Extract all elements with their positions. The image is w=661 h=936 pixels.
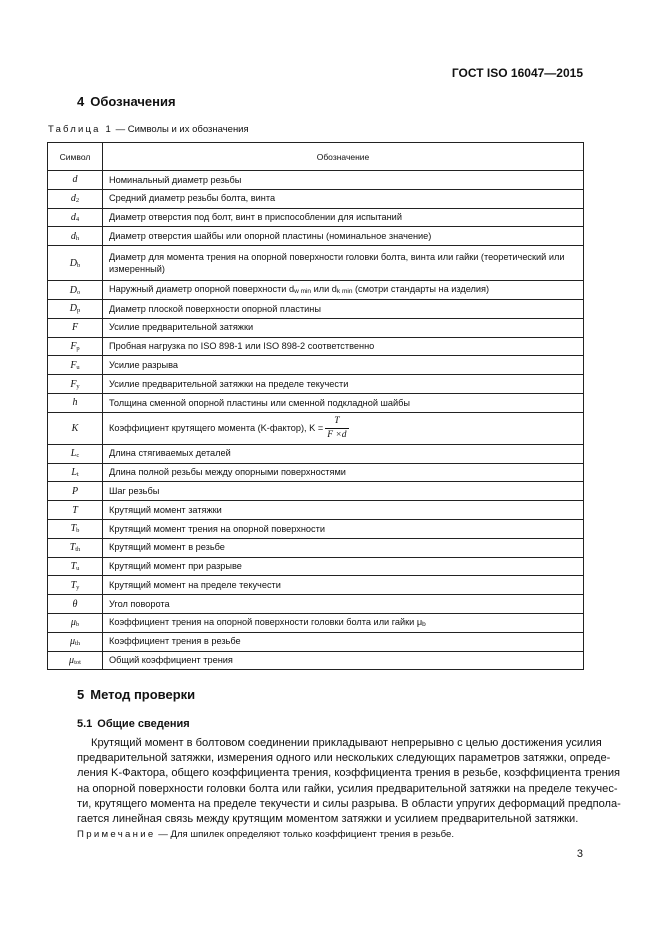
symbol-cell xyxy=(48,501,103,520)
paragraph-line: Крутящий момент в болтовом соединении прикладывают непрерывно с целью достижения усилия xyxy=(91,737,602,749)
table-row xyxy=(48,444,584,463)
symbol: T xyxy=(72,504,78,516)
formula-fraction xyxy=(325,415,348,442)
section-number: 4 xyxy=(77,94,85,109)
table-row xyxy=(48,501,584,520)
symbol-cell xyxy=(48,595,103,614)
symbol-subscript: th xyxy=(74,640,81,648)
description-subscript: b xyxy=(422,620,426,628)
table-row xyxy=(48,318,584,337)
symbol-subscript: b xyxy=(75,621,80,629)
paragraph-line: ти, крутящего момента на пределе текучести и силы разрыва. В области упругих деформаций предпола- xyxy=(77,797,621,810)
symbol: θ xyxy=(72,598,78,610)
description-cell xyxy=(103,613,584,632)
symbol-cell xyxy=(48,412,103,444)
symbol-subscript: p xyxy=(76,307,81,315)
symbol-cell xyxy=(48,337,103,356)
description-cell xyxy=(103,246,584,281)
page-number: 3 xyxy=(576,848,583,860)
description-text: Диаметр отверстия шайбы или опорной пластины (номинальное значение) xyxy=(109,231,432,242)
description-text: или d xyxy=(311,284,337,295)
description-text: Шаг резьбы xyxy=(109,486,160,497)
description-cell xyxy=(103,281,584,300)
symbol-cell xyxy=(48,281,103,300)
symbol: D xyxy=(69,303,77,315)
column-header-meaning: Обозначение xyxy=(103,143,584,171)
table-row xyxy=(48,393,584,412)
description-text: Диаметр плоской поверхности опорной пластины xyxy=(109,303,321,314)
symbol-subscript: tot xyxy=(74,658,81,666)
note xyxy=(77,829,454,840)
paragraph-line: ления K-Фактора, общего коэффициента трения, коэффициента трения в резьбе, коэффициента трения xyxy=(77,767,621,780)
symbol-cell xyxy=(48,356,103,375)
symbol-subscript: t xyxy=(76,470,79,478)
description-cell xyxy=(103,444,584,463)
symbol-subscript: o xyxy=(76,288,81,296)
fraction-denominator: F ×d xyxy=(327,429,347,440)
description-cell xyxy=(103,576,584,595)
symbol: d xyxy=(70,193,76,205)
symbol: d xyxy=(70,230,76,242)
symbol-cell xyxy=(48,538,103,557)
section-number: 5 xyxy=(77,687,85,702)
table-row xyxy=(48,227,584,246)
paragraph-line: гается линейная связь между крутящим моментом затяжки и усилием предварительной затяжки. xyxy=(77,813,579,826)
description-cell xyxy=(103,482,584,501)
table-row xyxy=(48,412,584,444)
symbol: d xyxy=(72,174,78,186)
symbol-cell xyxy=(48,557,103,576)
description-text: Наружный диаметр опорной поверхности d xyxy=(109,284,295,295)
table-caption-text: — Символы и их обозначения xyxy=(112,124,249,135)
table-row xyxy=(48,208,584,227)
symbol: D xyxy=(69,284,77,296)
table-caption-prefix: Таблица 1 xyxy=(48,124,113,135)
description-cell xyxy=(103,171,584,190)
symbol-cell xyxy=(48,482,103,501)
table-row xyxy=(48,482,584,501)
table-row xyxy=(48,337,584,356)
symbol: K xyxy=(71,422,79,434)
description-cell xyxy=(103,375,584,394)
description-text: Длина стягиваемых деталей xyxy=(109,448,231,459)
symbol-subscript: u xyxy=(76,363,80,371)
description-cell xyxy=(103,208,584,227)
description-text: Длина полной резьбы между опорными поверхностями xyxy=(109,467,346,478)
paragraph-line: на опорной поверхности головки болта или гайки, усилия предварительной затяжки на пределе текучес- xyxy=(77,782,618,795)
symbol: F xyxy=(70,359,77,371)
table-row xyxy=(48,576,584,595)
description-cell xyxy=(103,189,584,208)
symbol-cell xyxy=(48,246,103,281)
description-cell xyxy=(103,557,584,576)
description-text: (смотри стандарты на изделия) xyxy=(352,284,490,295)
description-text: Усилие предварительной затяжки на пределе текучести xyxy=(109,378,349,389)
symbol: D xyxy=(69,257,77,269)
symbol: F xyxy=(70,340,77,352)
symbol-cell xyxy=(48,375,103,394)
table-row xyxy=(48,538,584,557)
symbol: T xyxy=(70,560,77,572)
table-row xyxy=(48,651,584,670)
table-row xyxy=(48,299,584,318)
symbol: h xyxy=(72,397,78,409)
symbol-subscript: c xyxy=(76,452,80,460)
description-text: Крутящий момент при разрыве xyxy=(109,561,242,572)
section-4-heading xyxy=(77,94,176,109)
symbol-cell xyxy=(48,318,103,337)
table-row xyxy=(48,356,584,375)
subsection-5-1-heading xyxy=(77,718,190,730)
symbol-subscript: p xyxy=(76,344,80,352)
description-text: Коэффициент трения на опорной поверхности головки болта или гайки μ xyxy=(109,616,423,627)
description-text: Диаметр для момента трения на опорной поверхности головки болта, винта или гайки (теоретический или измеренный) xyxy=(109,251,565,275)
description-cell xyxy=(103,318,584,337)
description-text: Крутящий момент трения на опорной поверхности xyxy=(109,523,325,534)
note-prefix: Примечание xyxy=(77,829,156,840)
table-row xyxy=(48,189,584,208)
symbol: T xyxy=(69,542,76,554)
symbol: T xyxy=(70,523,77,535)
section-title: Метод проверки xyxy=(90,687,196,702)
symbol: L xyxy=(70,448,77,460)
section-title: Обозначения xyxy=(90,94,176,109)
table-row xyxy=(48,281,584,300)
description-text: Угол поворота xyxy=(109,598,170,609)
symbol-cell xyxy=(48,208,103,227)
description-cell xyxy=(103,538,584,557)
symbol: T xyxy=(70,579,77,591)
symbol-subscript: b xyxy=(76,261,81,269)
standard-designation: ГОСТ ISO 16047—2015 xyxy=(451,66,583,80)
description-cell xyxy=(103,393,584,412)
description-cell xyxy=(103,227,584,246)
table-row xyxy=(48,463,584,482)
symbol-subscript: y xyxy=(76,382,80,390)
symbol-cell xyxy=(48,632,103,651)
table-row xyxy=(48,519,584,538)
table-row xyxy=(48,375,584,394)
symbol-cell xyxy=(48,651,103,670)
table-body xyxy=(48,171,584,670)
table-row xyxy=(48,557,584,576)
symbol: μ xyxy=(69,636,75,648)
symbol: L xyxy=(71,466,77,478)
description-cell xyxy=(103,299,584,318)
description-text: Толщина сменной опорной пластины или сменной подкладной шайбы xyxy=(109,397,411,408)
description-text: Общий коэффициент трения xyxy=(109,655,233,666)
description-cell xyxy=(103,412,584,444)
description-cell xyxy=(103,337,584,356)
symbol-cell xyxy=(48,189,103,208)
symbol-subscript: 2 xyxy=(75,197,80,205)
symbol-cell xyxy=(48,444,103,463)
description-subscript: k min xyxy=(336,288,353,296)
symbol: F xyxy=(70,378,77,390)
description-cell xyxy=(103,632,584,651)
symbol-subscript: h xyxy=(75,234,80,242)
description-cell xyxy=(103,356,584,375)
description-cell xyxy=(103,651,584,670)
symbol-cell xyxy=(48,227,103,246)
table-row xyxy=(48,246,584,281)
symbol-cell xyxy=(48,519,103,538)
fraction-numerator: T xyxy=(325,415,348,429)
symbol-subscript: 4 xyxy=(75,215,80,223)
note-text: — Для шпилек определяют только коэффициент трения в резьбе. xyxy=(155,829,455,840)
symbol-subscript: th xyxy=(75,546,81,554)
body-paragraph xyxy=(77,736,621,827)
symbol-subscript: b xyxy=(76,527,80,535)
description-text: Диаметр отверстия под болт, винт в приспособлении для испытаний xyxy=(109,212,402,223)
symbol: μ xyxy=(70,617,76,629)
symbol-cell xyxy=(48,463,103,482)
symbol-cell xyxy=(48,171,103,190)
description-text: Усилие разрыва xyxy=(109,360,179,371)
symbol: F xyxy=(71,322,79,334)
description-text: Крутящий момент на пределе текучести xyxy=(109,580,281,591)
symbol-cell xyxy=(48,576,103,595)
description-text: Крутящий момент затяжки xyxy=(109,504,222,515)
subsection-number: 5.1 xyxy=(77,718,93,730)
description-text: Средний диаметр резьбы болта, винта xyxy=(109,193,276,204)
column-header-symbol: Символ xyxy=(48,143,103,171)
table-row xyxy=(48,613,584,632)
symbol: μ xyxy=(69,654,75,666)
symbol-cell xyxy=(48,613,103,632)
symbol-subscript: y xyxy=(76,583,80,591)
table-row xyxy=(48,595,584,614)
description-cell xyxy=(103,519,584,538)
symbol: d xyxy=(70,211,76,223)
description-text: Номинальный диаметр резьбы xyxy=(109,174,242,185)
symbol-cell xyxy=(48,299,103,318)
section-5-heading xyxy=(77,687,195,702)
symbols-table xyxy=(47,142,584,670)
symbol-cell xyxy=(48,393,103,412)
description-cell xyxy=(103,501,584,520)
paragraph-line: предварительной затяжки, измерения одного или нескольких следующих параметров затяжки, опреде- xyxy=(77,752,611,765)
description-text: Коэффициент крутящего момента (K-фактор), K = xyxy=(109,422,324,433)
description-text: Коэффициент трения в резьбе xyxy=(109,636,241,647)
symbol: P xyxy=(71,485,79,497)
table-row xyxy=(48,632,584,651)
description-text: Усилие предварительной затяжки xyxy=(109,322,254,333)
description-subscript: w min xyxy=(294,288,312,296)
description-text: Крутящий момент в резьбе xyxy=(109,542,225,553)
description-cell xyxy=(103,595,584,614)
subsection-title: Общие сведения xyxy=(97,718,190,730)
description-text: Пробная нагрузка по ISO 898-1 или ISO 898-2 соответственно xyxy=(109,341,375,352)
description-cell xyxy=(103,463,584,482)
table-caption xyxy=(48,124,249,135)
table-row xyxy=(48,171,584,190)
symbol-subscript: u xyxy=(76,564,80,572)
